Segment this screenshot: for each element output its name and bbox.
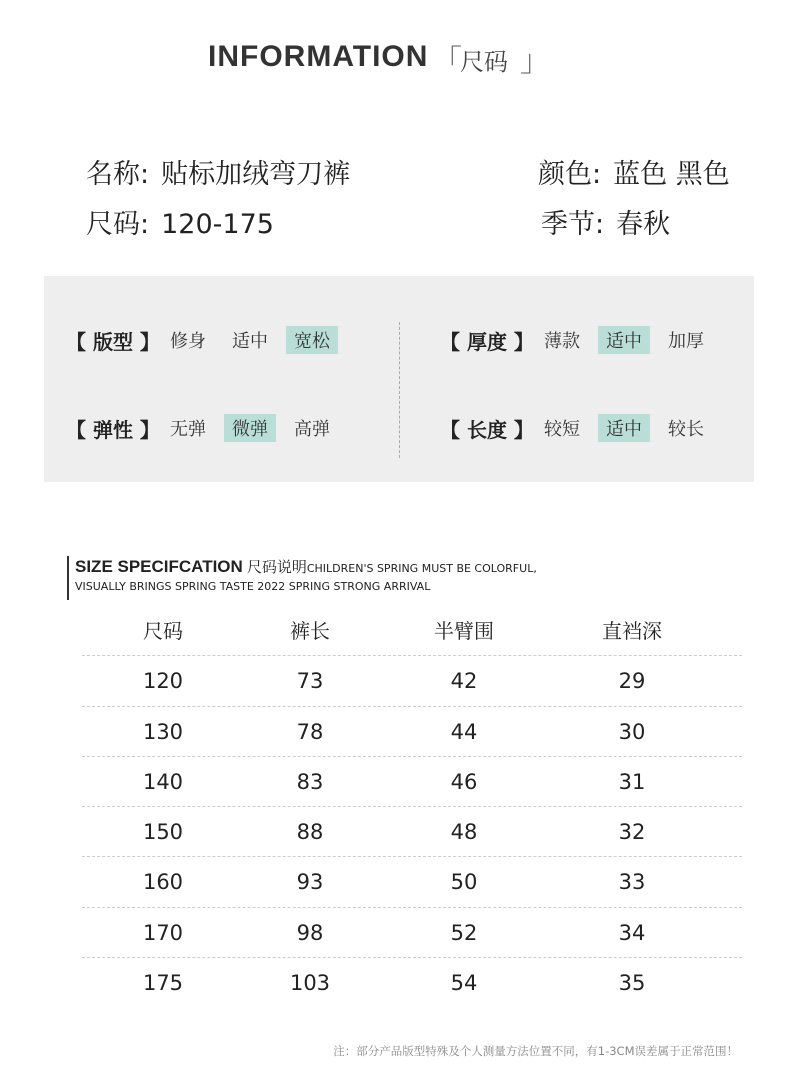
attr-label: 【 厚度 】: [440, 329, 534, 354]
table-cell: 46: [450, 769, 478, 794]
season-value: 春秋: [616, 209, 671, 240]
table-row: [0, 757, 790, 807]
table-cell: 93: [296, 870, 324, 895]
table-cell: 50: [450, 870, 478, 895]
table-cell: 42: [450, 669, 478, 694]
info-size: [86, 202, 274, 241]
table-cell: 78: [296, 719, 324, 744]
table-cell: 120: [142, 669, 184, 694]
table-header-cell: 裤长: [290, 619, 330, 643]
color-value: 蓝色 黑色: [613, 159, 730, 190]
info-name: [86, 152, 350, 191]
name-value: 贴标加绒弯刀裤: [161, 159, 351, 190]
attr-option-selected: 宽松: [286, 326, 338, 354]
size-title: SIZE SPECIFCATION: [75, 557, 243, 576]
attr-option-selected: 适中: [598, 326, 650, 354]
info-season: [541, 202, 670, 241]
table-cell: 73: [296, 669, 324, 694]
attr-option: 适中: [232, 331, 268, 352]
table-cell: 140: [142, 769, 184, 794]
page-title: INFORMATION: [208, 40, 429, 73]
table-cell: 29: [618, 669, 646, 694]
table-cell: 160: [142, 870, 184, 895]
table-row: [0, 958, 790, 1008]
attr-option: 薄款: [544, 331, 580, 352]
table-cell: 35: [618, 971, 646, 996]
table-header-cell: 尺码: [143, 619, 183, 643]
page-subtitle: 尺码: [460, 48, 508, 76]
bracket-close: 」: [520, 44, 550, 79]
table-cell: 34: [618, 920, 646, 945]
attr-thickness: [440, 326, 722, 354]
table-cell: 44: [450, 719, 478, 744]
size-cn-title: 尺码说明: [246, 558, 307, 576]
panel-divider: [399, 322, 400, 458]
size-tagline-2: VISUALLY BRINGS SPRING TASTE 2022 SPRING STRONG ARRIVAL: [75, 580, 431, 593]
size-table: [0, 606, 790, 1008]
table-row: [0, 908, 790, 958]
header: [0, 34, 790, 84]
table-cell: 54: [450, 971, 478, 996]
table-cell: 170: [142, 920, 184, 945]
table-cell: 130: [142, 719, 184, 744]
table-cell: 103: [289, 971, 331, 996]
footnote: 注：部分产品版型特殊及个人测量方法位置不同，有1-3CM误差属于正常范围！: [333, 1044, 738, 1058]
table-cell: 48: [450, 820, 478, 845]
table-header-cell: 直裆深: [602, 619, 662, 643]
table-cell: 32: [618, 820, 646, 845]
attr-option: 加厚: [668, 331, 704, 352]
color-label: 颜色:: [538, 159, 602, 190]
attr-label: 【 版型 】: [66, 329, 160, 354]
attribute-panel: [44, 276, 754, 482]
attr-option: 修身: [170, 331, 206, 352]
table-cell: 33: [618, 870, 646, 895]
table-row: [0, 857, 790, 907]
attr-option: 无弹: [170, 419, 206, 440]
attr-option-selected: 适中: [598, 414, 650, 442]
info-color: [538, 152, 730, 191]
attr-option: 高弹: [294, 419, 330, 440]
attr-label: 【 长度 】: [440, 417, 534, 442]
table-cell: 98: [296, 920, 324, 945]
table-cell: 52: [450, 920, 478, 945]
size-label: 尺码:: [86, 209, 150, 240]
table-cell: 31: [618, 769, 646, 794]
table-cell: 150: [142, 820, 184, 845]
table-cell: 88: [296, 820, 324, 845]
table-row: [0, 656, 790, 706]
attr-option: 较短: [544, 419, 580, 440]
attr-option-selected: 微弹: [224, 414, 276, 442]
table-row: [0, 807, 790, 857]
attr-fit: [66, 326, 348, 354]
attr-elasticity: [66, 414, 348, 442]
table-header-cell: 半臂围: [434, 619, 494, 643]
table-cell: 175: [142, 971, 184, 996]
name-label: 名称:: [86, 159, 150, 190]
bracket-open: 「: [432, 44, 462, 79]
attr-option: 较长: [668, 419, 704, 440]
table-row: [0, 707, 790, 757]
attr-label: 【 弹性 】: [66, 417, 160, 442]
season-label: 季节:: [541, 209, 605, 240]
table-cell: 83: [296, 769, 324, 794]
attr-length: [440, 414, 722, 442]
size-tagline-1: CHILDREN'S SPRING MUST BE COLORFUL,: [306, 562, 537, 575]
size-section-heading: [67, 556, 537, 600]
table-cell: 30: [618, 719, 646, 744]
size-value: 120-175: [161, 209, 274, 240]
table-header-row: [0, 606, 790, 656]
